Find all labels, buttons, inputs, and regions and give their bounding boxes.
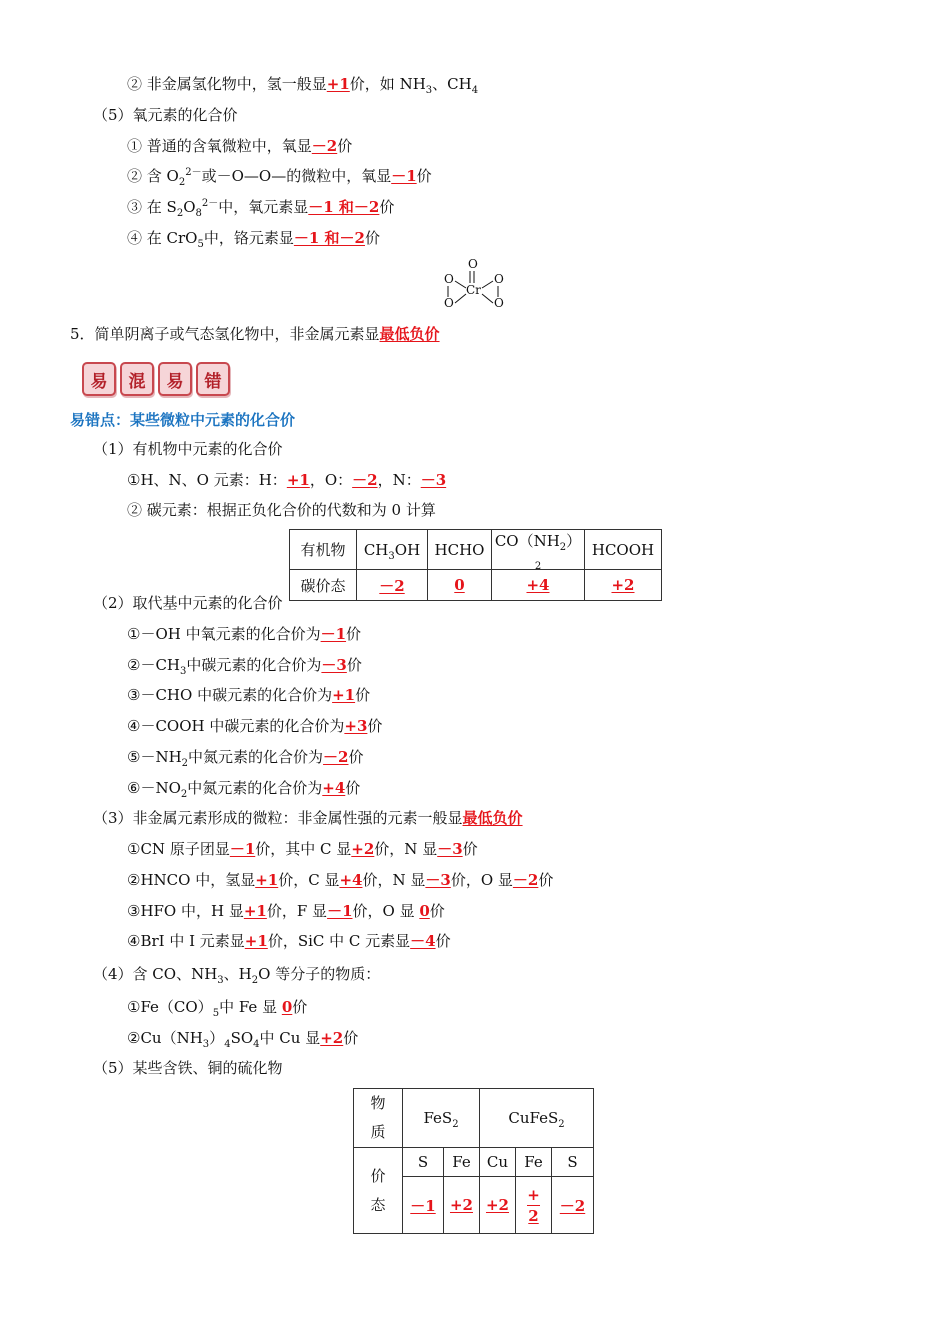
t1-value-ch3oh: －2 — [357, 570, 428, 601]
t2-element-fe: Fe — [516, 1148, 552, 1177]
heading-organic: （1）有机物中元素的化合价 — [93, 440, 283, 458]
line-bri-sic: ④BrI 中 I 元素显+1价，SiC 中 C 元素显－4价 — [127, 932, 451, 950]
line-cn: ①CN 原子团显－1价，其中 C 显+2价，N 显－3价 — [127, 840, 478, 858]
t2-value: +2 — [480, 1177, 516, 1234]
t2-fes2: FeS$_2$ — [403, 1089, 480, 1148]
line-cho: ③－CHO 中碳元素的化合价为+1价 — [127, 686, 371, 704]
t1-header-hcho: HCHO — [428, 530, 492, 570]
organic-carbon-table — [289, 529, 662, 601]
line-h-hydride: ② 非金属氢化物中，氢一般显+1价，如 $NH_3$、$CH_4$ — [127, 75, 479, 96]
line-hnco: ②HNCO 中，氢显+1价，C 显+4价，N 显－3价，O 显－2价 — [127, 871, 554, 889]
struct-cr: Cr — [466, 283, 481, 297]
t2-value: －1 — [403, 1177, 444, 1234]
sulfide-table — [353, 1088, 594, 1234]
struct-o-right-bottom: O — [494, 296, 504, 310]
t1-header-label: 有机物 — [290, 530, 357, 570]
heading-nonmetal: （3）非金属元素形成的微粒：非金属性强的元素一般显最低负价 — [93, 809, 523, 827]
struct-o-top: O — [468, 257, 478, 271]
t1-value-hcho: 0 — [428, 570, 492, 601]
struct-o-left-top: O — [444, 272, 454, 286]
heading-oxygen: （5）氧元素的化合价 — [93, 106, 238, 124]
t2-value-fraction: + 2 — [516, 1177, 552, 1234]
cro5-structure — [438, 256, 510, 312]
t2-cufes2: CuFeS$_2$ — [480, 1089, 594, 1148]
t1-value-urea: +4 — [492, 570, 585, 601]
t1-value-hcooh: +2 — [585, 570, 662, 601]
line-cooh: ④－COOH 中碳元素的化合价为+3价 — [127, 717, 383, 735]
struct-o-right-top: O — [494, 272, 504, 286]
badge-char: 易 — [158, 362, 192, 396]
badge-char: 易 — [82, 362, 116, 396]
badge-char: 错 — [196, 362, 230, 396]
t2-label-valence: 价 态 — [354, 1148, 403, 1234]
t2-element-cu: Cu — [480, 1148, 516, 1177]
line-simple-anion: 5．简单阴离子或气态氢化物中，非金属元素显最低负价 — [70, 325, 440, 343]
line-hno: ①H、N、O 元素：H：+1，O：－2，N：－3 — [127, 471, 447, 489]
line-oxygen-3: ③ 在 $S_2O_8^{2-}$中，氧元素显－1 和－2价 — [127, 198, 395, 219]
line-cu-nh3: $②Cu(NH_3)_4SO_4$中 Cu 显+2价 — [127, 1029, 359, 1050]
line-oxygen-4: ④ 在 CrO$_5$中，铬元素显－1 和－2价 — [127, 229, 380, 250]
t2-element-s: S — [403, 1148, 444, 1177]
t2-value: +2 — [444, 1177, 480, 1234]
t2-value: －2 — [552, 1177, 594, 1234]
line-oh: ①－OH 中氧元素的化合价为－1价 — [127, 625, 362, 643]
line-carbon: ② 碳元素：根据正负化合价的代数和为 0 计算 — [127, 501, 436, 519]
t1-header-ch3oh: $CH_3OH$ — [357, 530, 428, 570]
line-hfo: ③HFO 中，H 显+1价，F 显－1价，O 显 0价 — [127, 902, 445, 920]
confusion-badge — [82, 362, 230, 396]
heading-sulfides: （5）某些含铁、铜的硫化物 — [93, 1059, 283, 1077]
t1-row-label: 碳价态 — [290, 570, 357, 601]
line-no2: $⑥-NO_2$中氮元素的化合价为+4价 — [127, 779, 361, 800]
line-nh2: $⑤-NH_2$中氮元素的化合价为－2价 — [127, 748, 364, 769]
line-fe-co: $①Fe(CO)_5$中 Fe 显 0价 — [127, 998, 308, 1019]
badge-char: 混 — [120, 362, 154, 396]
heading-substituent: （2）取代基中元素的化合价 — [93, 594, 283, 612]
t2-element-fe: Fe — [444, 1148, 480, 1177]
t2-element-s: S — [552, 1148, 594, 1177]
t1-header-hcooh: HCOOH — [585, 530, 662, 570]
struct-o-left-bottom: O — [444, 296, 454, 310]
heading-molecules: （4）含 CO、$NH_3$、$H_2O$ 等分子的物质： — [93, 965, 381, 986]
line-ch3: $②-CH_3$中碳元素的化合价为－3价 — [127, 656, 362, 677]
line-oxygen-2: ② 含 $O_2^{2-}$或－O—O—的微粒中，氧显－1价 — [127, 167, 432, 188]
line-oxygen-1: ① 普通的含氧微粒中，氧显－2价 — [127, 137, 353, 155]
t1-header-urea: $CO(NH_2)_2$ — [492, 530, 585, 570]
section-title: 易错点：某些微粒中元素的化合价 — [70, 411, 296, 429]
t2-label-substance: 物 质 — [354, 1089, 403, 1148]
